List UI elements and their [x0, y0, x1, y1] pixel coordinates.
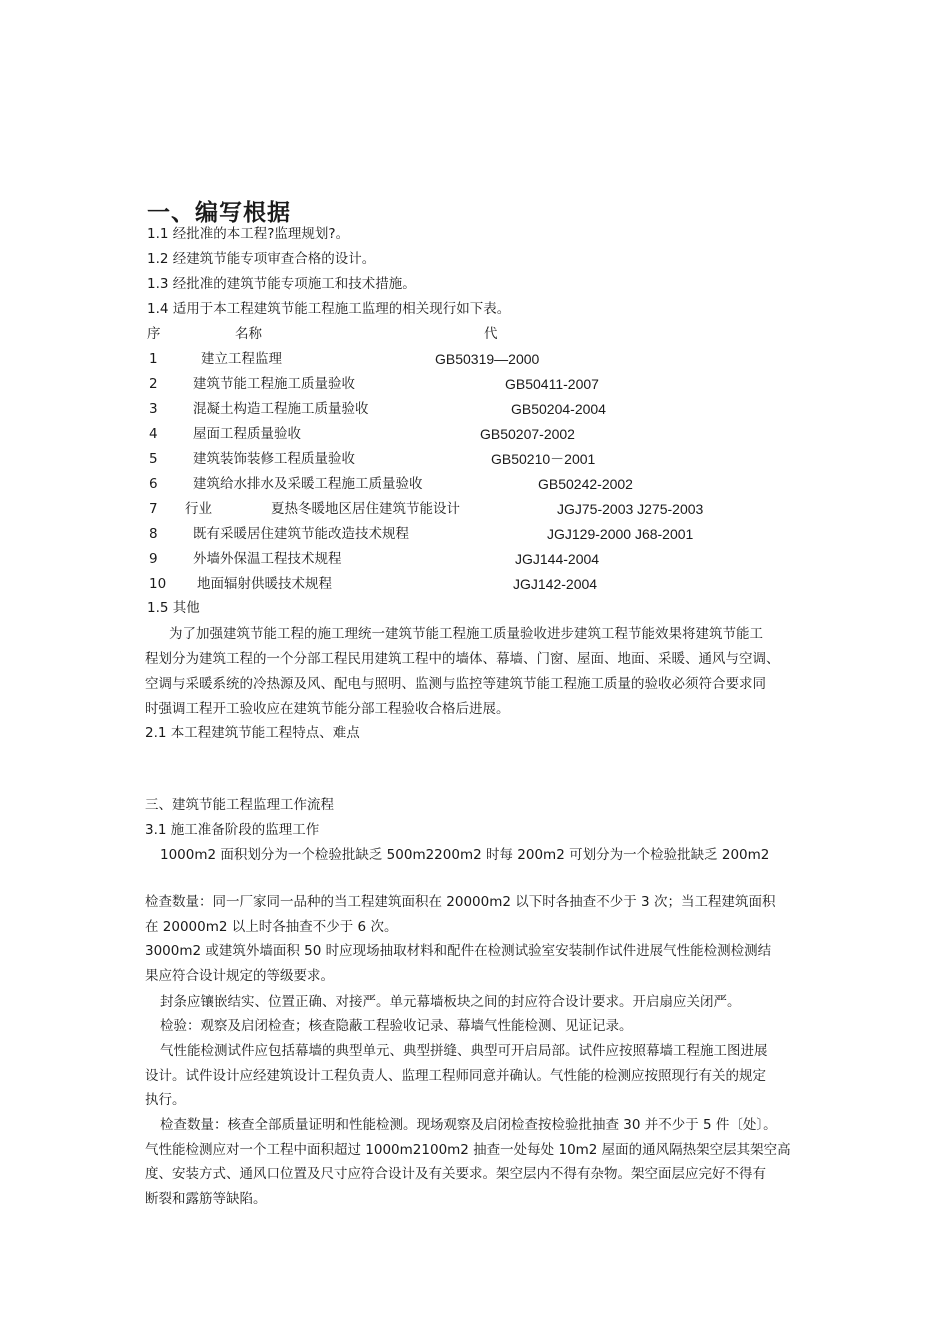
row-no: 9 — [149, 551, 158, 567]
row-name: 屋面工程质量验收 — [193, 426, 301, 442]
paragraph-line: 检查数量：核查全部质量证明和性能检测。现场观察及启闭检查按检验批抽查 30 并不少于 5 件〔处〕。 — [160, 1117, 777, 1133]
row-code: GB50319—2000 — [435, 351, 540, 367]
row-code: GB50242-2002 — [538, 476, 633, 492]
paragraph-line: 气性能检测试件应包括幕墙的典型单元、典型拼缝、典型可开启局部。试件应按照幕墙工程施工图进展 — [160, 1043, 768, 1059]
row-no: 3 — [149, 401, 158, 417]
row-code: GB50207-2002 — [480, 426, 575, 442]
paragraph-line: 程划分为建筑工程的一个分部工程民用建筑工程中的墙体、幕墙、门窗、屋面、地面、采暖、通风与空调、 — [145, 651, 780, 667]
paragraph-line: 断裂和露筋等缺陷。 — [145, 1191, 267, 1207]
paragraph-line: 果应符合设计规定的等级要求。 — [145, 968, 334, 984]
row-no: 2 — [149, 376, 158, 392]
row-code: GB50210－2001 — [491, 451, 596, 467]
row-no: 5 — [149, 451, 158, 467]
subheading-2-1: 2.1 本工程建筑节能工程特点、难点 — [145, 725, 360, 741]
row-name: 既有采暖居住建筑节能改造技术规程 — [193, 526, 409, 542]
row-code: GB50411-2007 — [505, 376, 599, 392]
row-name: 混凝土构造工程施工质量验收 — [193, 401, 369, 417]
row-name: 建立工程监理 — [201, 351, 282, 367]
paragraph-line: 空调与采暖系统的冷热源及风、配电与照明、监测与监控等建筑节能工程施工质量的验收必须符合要求同 — [145, 676, 766, 692]
row-no: 10 — [149, 576, 167, 592]
row-code: GB50204-2004 — [511, 401, 606, 417]
row-no: 4 — [149, 426, 158, 442]
row-name: 外墙外保温工程技术规程 — [193, 551, 342, 567]
row-name: 地面辐射供暖技术规程 — [197, 576, 332, 592]
row-name: 建筑节能工程施工质量验收 — [193, 376, 355, 392]
paragraph-line: 1000m2 面积划分为一个检验批缺乏 500m2200m2 时每 200m2 可划分为一个检验批缺乏 200m2 — [160, 847, 770, 863]
paragraph-line: 在 20000m2 以上时各抽查不少于 6 次。 — [145, 919, 398, 935]
row-no: 1 — [149, 351, 158, 367]
row-no: 8 — [149, 526, 158, 542]
item-1-5-heading: 1.5 其他 — [147, 600, 200, 616]
table-header-no: 序 — [147, 326, 161, 342]
paragraph-line: 设计。试件设计应经建筑设计工程负责人、监理工程师同意并确认。气性能的检测应按照现行有关的规定 — [145, 1068, 766, 1084]
paragraph-line: 为了加强建筑节能工程的施工理统一建筑节能工程施工质量验收进步建筑工程节能效果将建筑节能工 — [169, 626, 763, 642]
paragraph-line: 检验：观察及启闭检查；核查隐蔽工程验收记录、幕墙气性能检测、见证记录。 — [160, 1018, 633, 1034]
row-name: 建筑装饰装修工程质量验收 — [193, 451, 355, 467]
section-3-title: 三、建筑节能工程监理工作流程 — [145, 797, 334, 813]
table-header-code: 代 — [484, 326, 498, 342]
row-no: 6 — [149, 476, 158, 492]
row-code: JGJ144-2004 — [515, 551, 600, 567]
item-1-1: 1.1 经批准的本工程?监理规划?。 — [147, 226, 350, 242]
row-code: JGJ75-2003 J275-2003 — [557, 501, 704, 517]
paragraph-line: 检查数量：同一厂家同一品种的当工程建筑面积在 20000m2 以下时各抽查不少于 3 次；当工程建筑面积 — [145, 894, 776, 910]
section-title: 一、编写根据 — [147, 200, 291, 226]
row-no: 7 — [149, 501, 158, 517]
row-category: 行业 — [185, 501, 212, 517]
item-1-4: 1.4 适用于本工程建筑节能工程施工监理的相关现行如下表。 — [147, 301, 511, 317]
paragraph-line: 执行。 — [145, 1092, 186, 1108]
item-1-2: 1.2 经建筑节能专项审查合格的设计。 — [147, 251, 376, 267]
paragraph-line: 时强调工程开工验收应在建筑节能分部工程验收合格后进展。 — [145, 701, 510, 717]
paragraph-line: 封条应镶嵌结实、位置正确、对接严。单元幕墙板块之间的封应符合设计要求。开启扇应关闭严。 — [160, 994, 741, 1010]
row-code: JGJ129-2000 J68-2001 — [547, 526, 694, 542]
paragraph-line: 度、安装方式、通风口位置及尺寸应符合设计及有关要求。架空层内不得有杂物。架空面层应完好不得有 — [145, 1166, 766, 1182]
row-name: 夏热冬暖地区居住建筑节能设计 — [271, 501, 460, 517]
paragraph-line: 3000m2 或建筑外墙面积 50 时应现场抽取材料和配件在检测试验室安装制作试件进展气性能检测检测结 — [145, 943, 772, 959]
subheading-3-1: 3.1 施工准备阶段的监理工作 — [145, 822, 320, 838]
item-1-3: 1.3 经批准的建筑节能专项施工和技术措施。 — [147, 276, 416, 292]
row-name: 建筑给水排水及采暖工程施工质量验收 — [193, 476, 423, 492]
paragraph-line: 气性能检测应对一个工程中面积超过 1000m2100m2 抽查一处每处 10m2 屋面的通风隔热架空层其架空高 — [145, 1142, 791, 1158]
row-code: JGJ142-2004 — [513, 576, 598, 592]
table-header-name: 名称 — [235, 326, 262, 342]
